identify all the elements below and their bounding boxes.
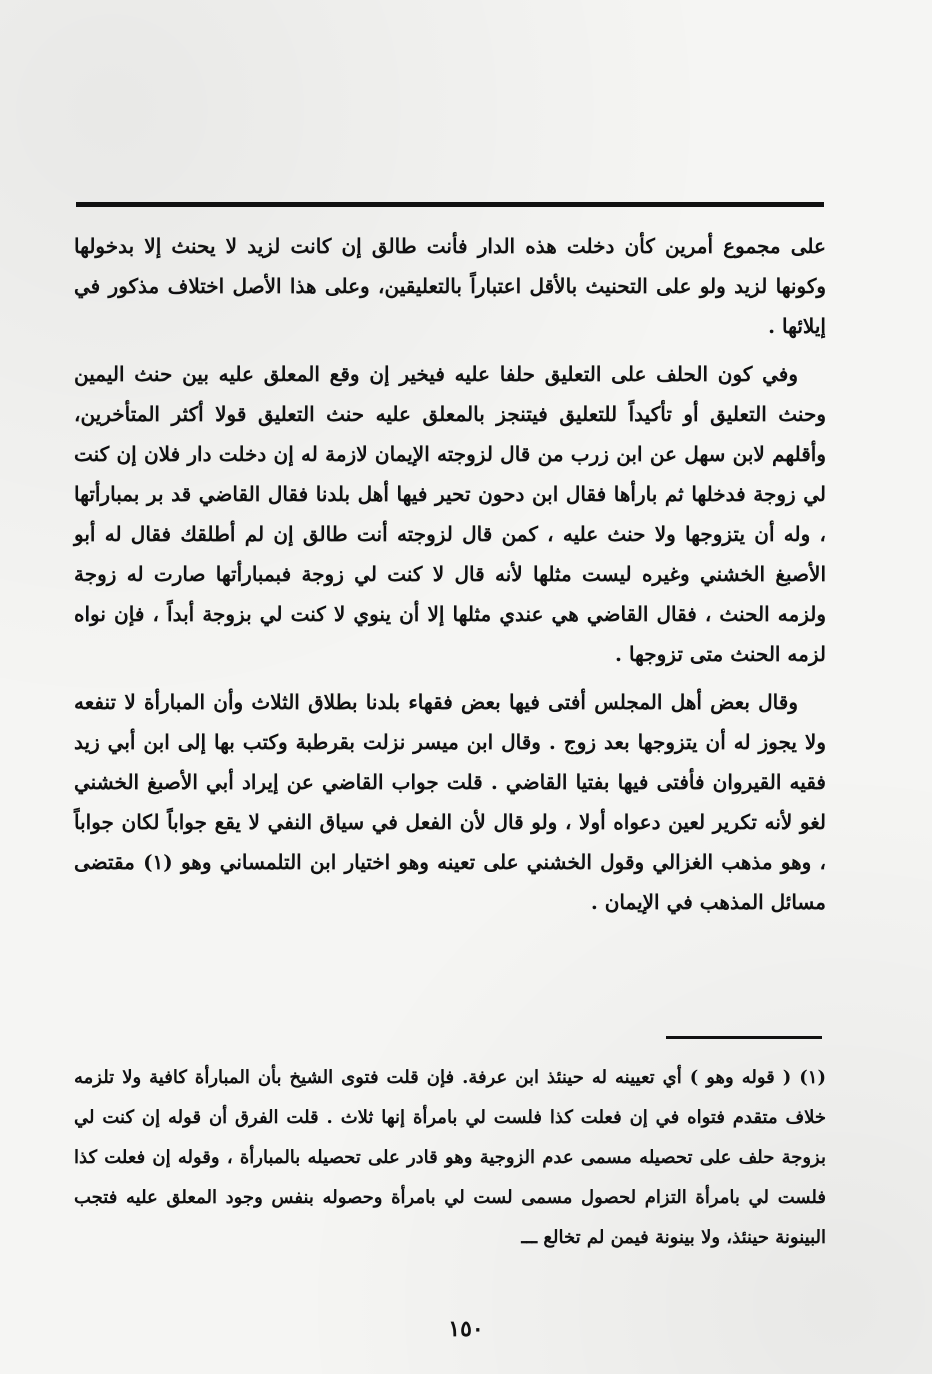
page-number: ١٥٠	[448, 1316, 484, 1342]
paragraph-1: على مجموع أمرين كأن دخلت هذه الدار فأنت طالق إن كانت لزيد لا يحنث إلا بدخولها وكونها لزيد ولو على التحنيث بالأقل اعتباراً بالتعليقين، وعلى هذا الأصل اختلاف مذكور في إيلائها .	[74, 234, 826, 338]
footnote-rule	[666, 1036, 822, 1039]
paragraph-2: وفي كون الحلف على التعليق حلفا عليه فيخير إن وقع المعلق عليه بين حنث اليمين وحنث التعليق أو تأكيداً للتعليق فيتنجز بالمعلق عليه حنث التعليق قولا أكثر المتأخرين، وأقلهم لابن سهل عن ابن زرب من قال لزوجته الإيمان لازمة له إن دخلت دار فلان إن كنت لي زوجة فدخلها ثم بارأها فقال ابن دحون تحير فيها أهل بلدنا فقال القاضي قد بر بمبارأتها ، وله أن يتزوجها ولا حنث عليه ، كمن قال لزوجته أنت طالق إن لم أطلقك فقال له أبو الأصبغ الخشني وغيره ليست مثلها لأنه قال لا كنت لي زوجة فبمبارأتها صارت له زوجة ولزمه الحنث ، فقال القاضي هي عندي مثلها إلا أن ينوي لا كنت لي بزوجة أبداً ، فإن نواه لزمه الحنث متى تزوجها .	[74, 362, 826, 666]
header-rule	[76, 202, 824, 207]
footnote-block	[74, 1058, 826, 1258]
footnote-1: (١) ( قوله وهو ) أي تعيينه له حينئذ ابن عرفة. فإن قلت فتوى الشيخ بأن المبارأة كافية ولا تلزمه خلاف متقدم فتواه في إن فعلت كذا فلست لي بامرأة إنها ثلاث . قلت الفرق أن قوله إن كنت لي بزوجة حلف على تحصيله مسمى عدم الزوجية وهو قادر على تحصيله بالمبارأة ، وقوله إن فعلت كذا فلست لي بامرأة التزام لحصول مسمى لست لي بامرأة وحصوله بنفس وجود المعلق عليه فتجب البينونة حينئذ، ولا بينونة فيمن لم تخالع ـــ	[74, 1067, 826, 1248]
main-text-block	[74, 226, 826, 930]
paragraph-3: وقال بعض أهل المجلس أفتى فيها بعض فقهاء بلدنا بطلاق الثلاث وأن المبارأة لا تنفعه ولا يجوز له أن يتزوجها بعد زوج . وقال ابن ميسر نزلت بقرطبة وكتب بها إلى ابن أبي زيد فقيه القيروان فأفتى فيها بفتيا القاضي . قلت جواب القاضي عن إيراد أبي الأصبغ الخشني لغو لأنه تكرير لعين دعواه أولا ، ولو قال لأن الفعل في سياق النفي لا يقع جواباً لكان جواباً ، وهو مذهب الغزالي وقول الخشني على تعينه وهو اختيار ابن التلمساني وهو (١) مقتضى مسائل المذهب في الإيمان .	[74, 690, 826, 914]
